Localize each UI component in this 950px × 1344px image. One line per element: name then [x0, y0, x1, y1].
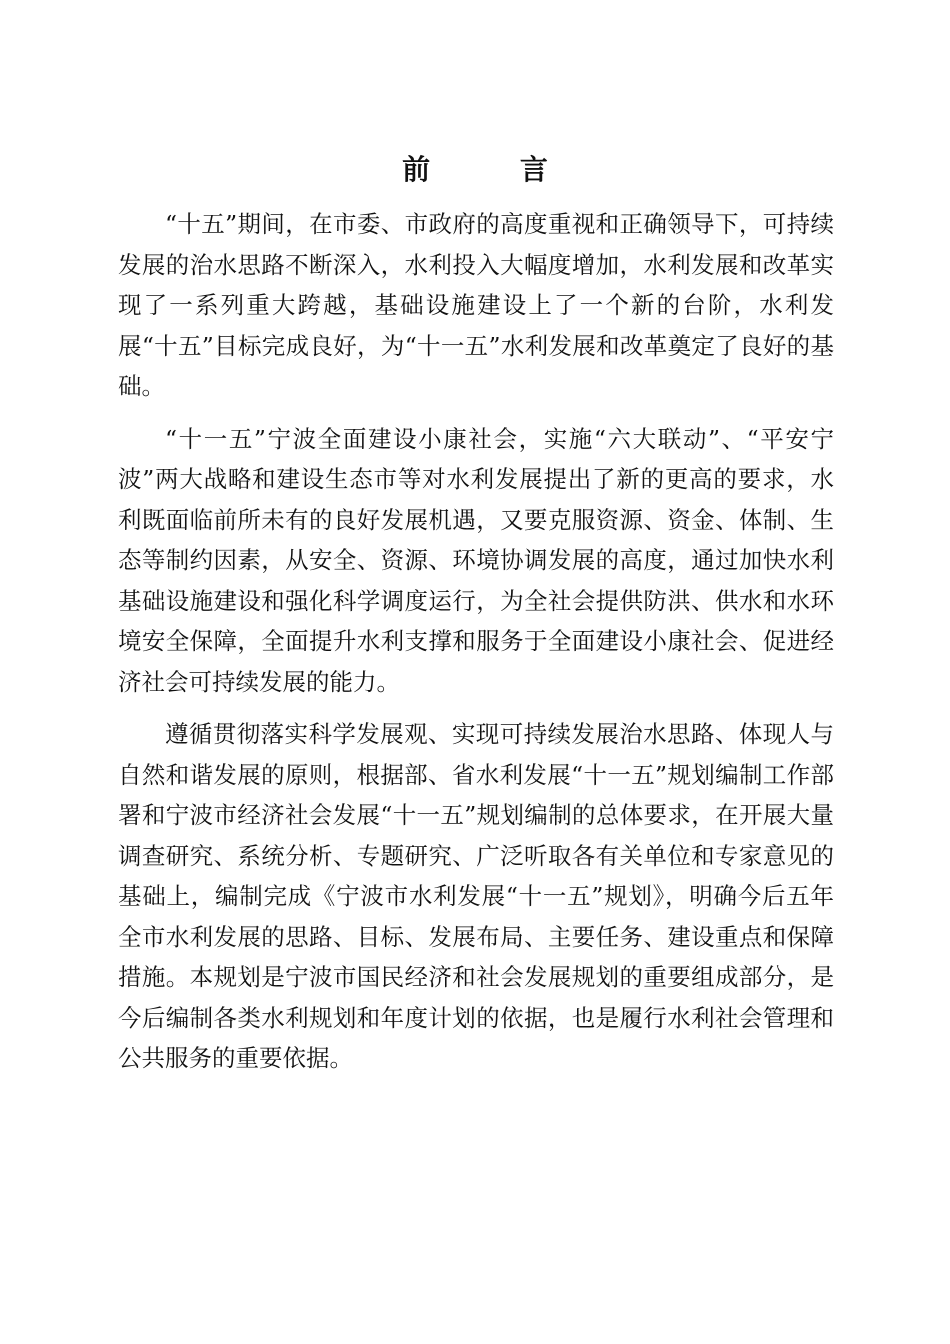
document-body: [118, 204, 834, 1079]
paragraph-2: “十一五”宁波全面建设小康社会，实施“六大联动”、“平安宁波”两大战略和建设生态市等对水利发展提出了新的更高的要求，水利既面临前所未有的良好发展机遇，又要克服资源、资金、体制、生态等制约因素，从安全、资源、环境协调发展的高度，通过加快水利基础设施建设和强化科学调度运行，为全社会提供防洪、供水和水环境安全保障，全面提升水利支撑和服务于全面建设小康社会、促进经济社会可持续发展的能力。: [118, 424, 834, 696]
paragraph-1: “十五”期间，在市委、市政府的高度重视和正确领导下，可持续发展的治水思路不断深入，水利投入大幅度增加，水利发展和改革实现了一系列重大跨越，基础设施建设上了一个新的台阶，水利发展“十五”目标完成良好，为“十一五”水利发展和改革奠定了良好的基础。: [118, 210, 834, 400]
page-title: 前 言: [402, 153, 588, 186]
paragraph-3: 遵循贯彻落实科学发展观、实现可持续发展治水思路、体现人与自然和谐发展的原则，根据部、省水利发展“十一五”规划编制工作部署和宁波市经济社会发展“十一五”规划编制的总体要求，在开展大量调查研究、系统分析、专题研究、广泛听取各有关单位和专家意见的基础上，编制完成《宁波市水利发展“十一五”规划》，明确今后五年全市水利发展的思路、目标、发展布局、主要任务、建设重点和保障措施。本规划是宁波市国民经济和社会发展规划的重要组成部分，是今后编制各类水利规划和年度计划的依据，也是履行水利社会管理和公共服务的重要依据。: [118, 720, 834, 1072]
